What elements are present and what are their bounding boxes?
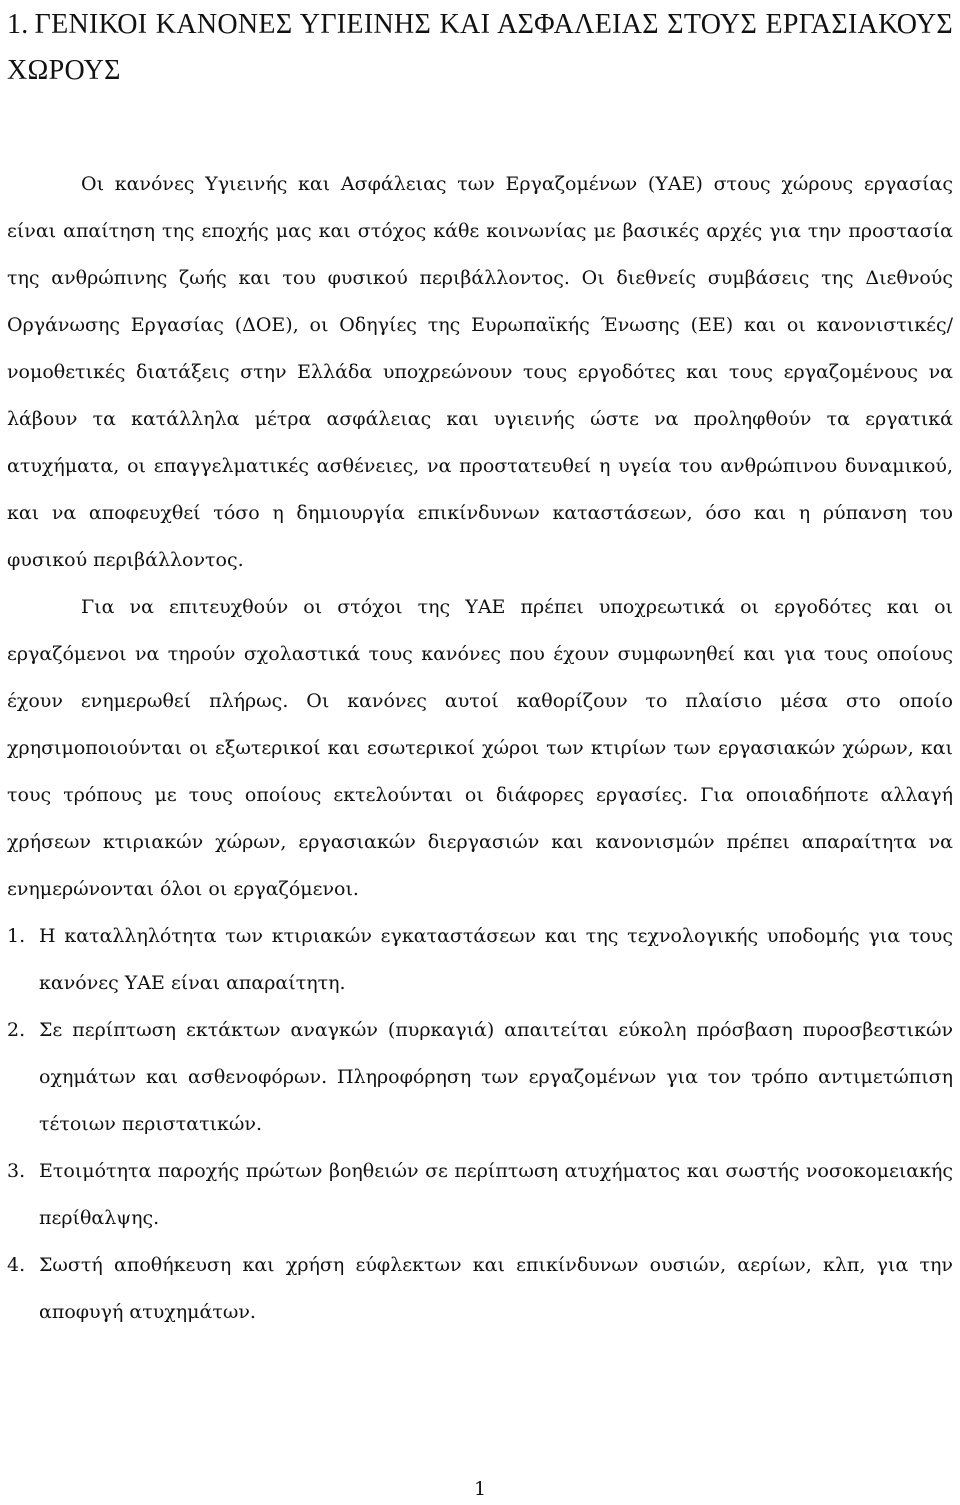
section-number: 1. — [7, 9, 29, 40]
paragraph-rules: Για να επιτευχθούν οι στόχοι της ΥΑΕ πρέπει υποχρεωτικά οι εργοδότες και οι εργαζόμενοι να τηρούν σχολαστικά τους κανόνες που έχουν συμφωνηθεί και για τους οποίους έχουν ενημερωθεί πλήρως. Οι κανόνες αυτοί καθορίζουν το πλαίσιο μέσα στο οποίο χρησιμοποιούνται οι εξωτερικοί και εσωτερικοί χώροι των κτιρίων των εργασιακών χώρων, και τους τρόπους με τους οποίους εκτελούνται οι διάφορες εργασίες. Για οποιαδήποτε αλλαγή χρήσεων κτιριακών χώρων, εργασιακών διεργασιών και κανονισμών πρέπει απαραίτητα να ενημερώνονται όλοι οι εργαζόμενοι. — [7, 596, 953, 900]
list-item-number: 3. — [7, 1160, 26, 1182]
list-item — [7, 1242, 953, 1336]
list-item — [7, 1007, 953, 1148]
page-number: 1 — [473, 1478, 487, 1500]
list-item-text: Σωστή αποθήκευση και χρήση εύφλεκτων και επικίνδυνων ουσιών, αερίων, κλπ, για την αποφυγή ατυχημάτων. — [39, 1254, 953, 1323]
document-page — [7, 0, 953, 1336]
list-item — [7, 1148, 953, 1242]
list-item-number: 4. — [7, 1254, 26, 1276]
paragraph-intro: Οι κανόνες Υγιεινής και Ασφάλειας των Εργαζομένων (ΥΑΕ) στους χώρους εργασίας είναι απαίτηση της εποχής μας και στόχος κάθε κοινωνίας με βασικές αρχές για την προστασία της ανθρώπινης ζωής και του φυσικού περιβάλλοντος. Οι διεθνείς συμβάσεις της Διεθνούς Οργάνωσης Εργασίας (ΔΟΕ), οι Οδηγίες της Ευρωπαϊκής Ένωσης (ΕΕ) και οι κανονιστικές/νομοθετικές διατάξεις στην Ελλάδα υποχρεώνουν τους εργοδότες και τους εργαζομένους να λάβουν τα κατάλληλα μέτρα ασφάλειας και υγιεινής ώστε να προληφθούν τα εργατικά ατυχήματα, οι επαγγελματικές ασθένειες, να προστατευθεί η υγεία του ανθρώπινου δυναμικού, και να αποφευχθεί τόσο η δημιουργία επικίνδυνων καταστάσεων, όσο και η ρύπανση του φυσικού περιβάλλοντος. — [7, 173, 953, 571]
list-item-number: 1. — [7, 925, 26, 947]
list-item-text: Σε περίπτωση εκτάκτων αναγκών (πυρκαγιά) απαιτείται εύκολη πρόσβαση πυροσβεστικών οχημάτων και ασθενοφόρων. Πληροφόρηση των εργαζομένων για τον τρόπο αντιμετώπιση τέτοιων περιστατικών. — [39, 1019, 953, 1135]
section-title: ΓΕΝΙΚΟΙ ΚΑΝΟΝΕΣ ΥΓΙΕΙΝΗΣ ΚΑΙ ΑΣΦΑΛΕΙΑΣ ΣΤΟΥΣ ΕΡΓΑΣΙΑΚΟΥΣ ΧΩΡΟΥΣ — [7, 9, 953, 86]
list-item-text: Ετοιμότητα παροχής πρώτων βοηθειών σε περίπτωση ατυχήματος και σωστής νοσοκομειακής περίθαλψης. — [39, 1160, 953, 1229]
requirements-list — [7, 913, 953, 1336]
list-item — [7, 913, 953, 1007]
list-item-number: 2. — [7, 1019, 26, 1041]
list-item-text: Η καταλληλότητα των κτιριακών εγκαταστάσεων και της τεχνολογικής υποδομής για τους κανόνες ΥΑΕ είναι απαραίτητη. — [39, 925, 953, 994]
section-heading — [7, 0, 953, 94]
